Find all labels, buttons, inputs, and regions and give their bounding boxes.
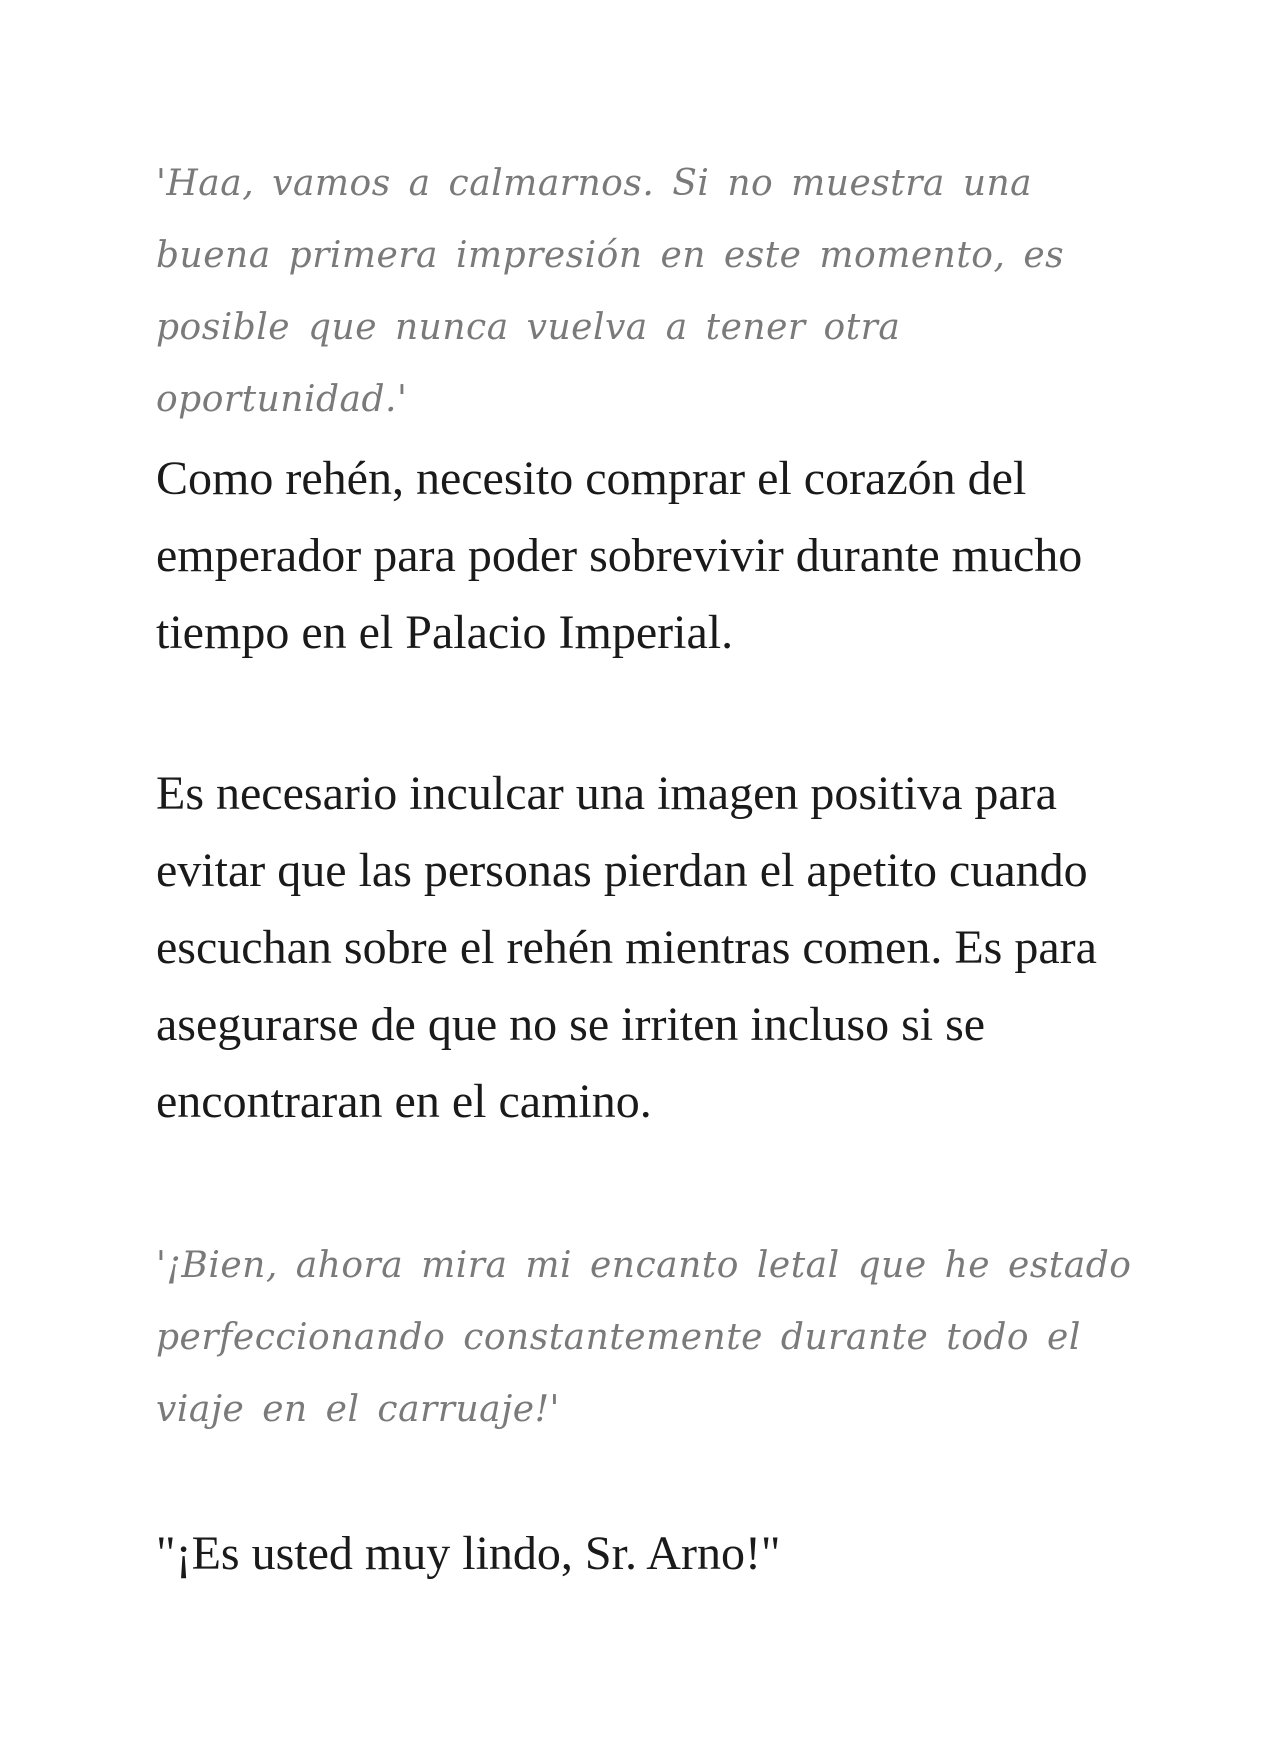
inner-thought-paragraph: 'Haa, vamos a calmarnos. Si no muestra una buena primera impresión en este momento, es posible que nunca vuelva a tener otra oportunidad.' bbox=[156, 163, 1065, 420]
narration-paragraph: Es necesario inculcar una imagen positiva para evitar que las personas pierdan el apetito cuando escuchan sobre el rehén mientras comen. Es para asegurarse de que no se irriten incluso si se encontraran en el camino. bbox=[156, 767, 1097, 1128]
narration-paragraph: Como rehén, necesito comprar el corazón del emperador para poder sobrevivir durante mucho tiempo en el Palacio Imperial. bbox=[156, 452, 1083, 659]
dialogue-line: "¡Es usted muy lindo, Sr. Arno!" bbox=[156, 1527, 781, 1580]
inner-thought-paragraph: '¡Bien, ahora mira mi encanto letal que he estado perfeccionando constantemente durante todo el viaje en el carruaje!' bbox=[156, 1245, 1132, 1430]
